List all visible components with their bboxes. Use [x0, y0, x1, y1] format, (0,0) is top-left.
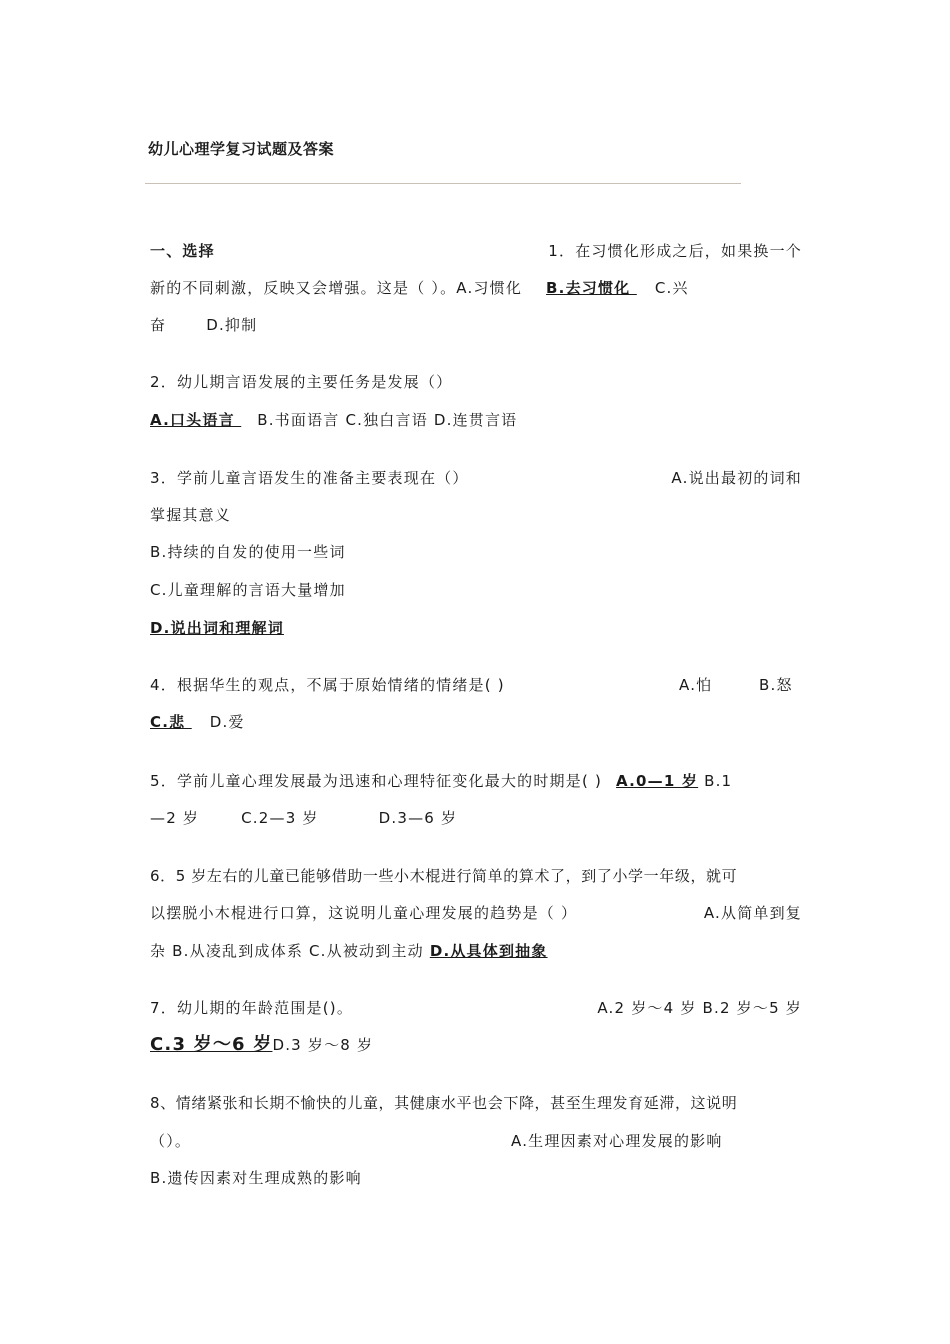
q4-line-2 [150, 711, 802, 733]
q4-option-b: B.怒 [759, 676, 793, 694]
q7-answer: C.3 岁～6 岁 [150, 1034, 273, 1055]
q6-option-a: A.从简单到复 [703, 904, 802, 922]
q7-line-2 [150, 1034, 802, 1056]
q2-answer: A.口头语言 [150, 411, 242, 429]
q3-answer: D.说出词和理解词 [150, 619, 284, 637]
document-title: 幼儿心理学复习试题及答案 [148, 140, 335, 158]
q1-line-2 [150, 277, 802, 299]
q8-stem-part-2: （）。 [150, 1132, 192, 1150]
q6-stem-part-2: 以摆脱小木棍进行口算，这说明儿童心理发展的趋势是（ ） [150, 904, 578, 922]
q2-options [150, 409, 802, 431]
q5-option-b: B.1 [698, 772, 733, 790]
q5-stem: 5．学前儿童心理发展最为迅速和心理特征变化最大的时期是( ) [150, 772, 603, 790]
q5-option-d: D.3—6 岁 [378, 809, 458, 827]
q3-option-b: B.持续的自发的使用一些词 [150, 543, 346, 561]
q4-stem: 4．根据华生的观点，不属于原始情绪的情绪是( ) [150, 676, 505, 694]
q6-stem-part-1: 6．5 岁左右的儿童已能够借助一些小木棍进行简单的算术了，到了小学一年级，就可 [150, 867, 738, 885]
q8-line-2 [150, 1130, 802, 1152]
q8-option-a: A.生理因素对心理发展的影响 [511, 1132, 723, 1150]
q2-other-options: B.书面语言 C.独白言语 D.连贯言语 [257, 411, 518, 429]
q3-option-c: C.儿童理解的言语大量增加 [150, 581, 346, 599]
q4-answer: C.悲 [150, 713, 192, 731]
q7-option-d: D.3 岁～8 岁 [272, 1036, 374, 1054]
q5-option-b-cont: —2 岁 [150, 809, 200, 827]
q8-stem-part-1: 8、情绪紧张和长期不愉快的儿童，其健康水平也会下降，甚至生理发育延滞，这说明 [150, 1094, 738, 1112]
q4-line-1 [150, 674, 802, 696]
q7-stem: 7．幼儿期的年龄范围是()。 [150, 999, 354, 1017]
q6-options: 杂 B.从凌乱到成体系 C.从被动到主动 [150, 942, 430, 960]
q1-line-3 [150, 314, 802, 336]
q1-stem-part-1: 1．在习惯化形成之后，如果换一个 [548, 242, 802, 260]
q1-option-c-cont: 奋 [150, 316, 167, 334]
q1-option-d: D.抑制 [206, 316, 258, 334]
q8-option-b: B.遗传因素对生理成熟的影响 [150, 1169, 362, 1187]
q6-line-3 [150, 940, 802, 962]
q5-line-1 [150, 770, 802, 792]
section-heading: 一、选择 [150, 242, 215, 260]
q3-answer-line [150, 617, 802, 639]
q5-answer: A.0—1 岁 [616, 772, 699, 790]
q1-stem-part-2: 新的不同刺激，反映又会增强。这是（ ）。A.习惯化 [150, 279, 523, 297]
q5-option-c: C.2—3 岁 [241, 809, 319, 827]
q1-line-1 [150, 240, 802, 262]
q2-stem: 2．幼儿期言语发展的主要任务是发展（） [150, 373, 453, 391]
q1-option-c: C.兴 [654, 279, 689, 297]
q4-option-d: D.爱 [209, 713, 245, 731]
q5-line-2 [150, 807, 802, 829]
q6-line-2 [150, 902, 802, 924]
title-divider [145, 183, 741, 184]
q3-option-a-cont: 掌握其意义 [150, 506, 232, 524]
q7-options-ab: A.2 岁～4 岁 B.2 岁～5 岁 [597, 999, 802, 1017]
q4-option-a: A.怕 [679, 676, 713, 694]
q1-answer: B.去习惯化 [546, 279, 637, 297]
q6-answer: D.从具体到抽象 [429, 942, 548, 960]
q3-option-a: A.说出最初的词和 [671, 469, 802, 487]
q7-line-1 [150, 997, 802, 1019]
q3-line-1 [150, 467, 802, 489]
q3-stem: 3．学前儿童言语发生的准备主要表现在（） [150, 469, 469, 487]
